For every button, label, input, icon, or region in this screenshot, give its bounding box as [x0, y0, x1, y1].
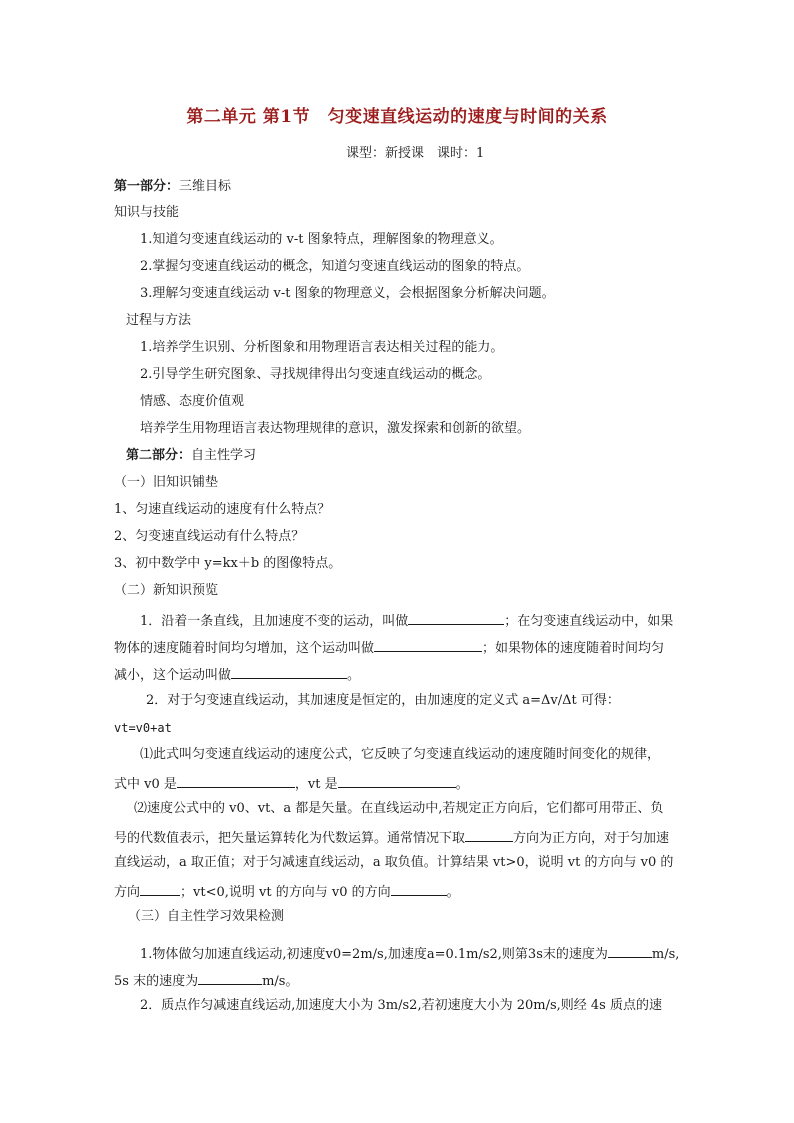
text-segment: m/s。	[262, 974, 299, 989]
lesson-meta: 课型：新授课 课时：1	[346, 146, 485, 161]
old-knowledge-item: 2、匀变速直线运动有什么特点？	[114, 529, 305, 544]
fill-blank[interactable]	[231, 664, 347, 679]
text-segment: 5s 末的速度为	[114, 974, 199, 989]
part1-heading-label: 第一部分：	[114, 179, 180, 194]
process-item: 1.培养学生识别、分析图象和用物理语言表达相关过程的能力。	[140, 340, 504, 355]
formula-explanation-line-2	[114, 773, 469, 794]
fill-blank[interactable]	[198, 970, 262, 985]
preview-paragraph-2-line-1: 2．对于匀变速直线运动，其加速度是恒定的，由加速度的定义式 a=Δv/Δt 可得：	[146, 693, 620, 708]
text-segment: ；vt<0,说明 vt 的方向与 v0 的方向	[180, 885, 391, 900]
fill-blank[interactable]	[391, 881, 447, 896]
vector-paragraph-line-2	[114, 827, 669, 848]
vector-paragraph-line-4	[114, 881, 460, 902]
new-knowledge-heading: （二）新知识预览	[114, 583, 219, 598]
text-segment: 方向	[114, 885, 141, 900]
text-segment: ，vt 是	[294, 777, 338, 792]
part2-heading	[126, 447, 256, 465]
text-segment: 。	[446, 885, 460, 900]
text-segment: 1.物体做匀加速直线运动,初速度v0=2m/s,加速度a=0.1m/s2,则第3s末的速度为	[140, 947, 608, 962]
emotion-text: 培养学生用物理语言表达物理规律的意识，激发探索和创新的欲望。	[140, 421, 531, 436]
knowledge-item: 2.掌握匀变速直线运动的概念，知道匀变速直线运动的图象的特点。	[140, 259, 530, 274]
part1-heading-text: 三维目标	[179, 179, 232, 194]
page-title: 第二单元 第1节 匀变速直线运动的速度与时间的关系	[186, 107, 608, 127]
text-segment: 式中 v0 是	[114, 777, 177, 792]
self-check-heading: （三）自主性学习效果检测	[128, 909, 285, 924]
velocity-formula: vt=v0+at	[114, 721, 172, 735]
knowledge-heading: 知识与技能	[114, 205, 180, 220]
preview-paragraph-1-line-3	[114, 664, 360, 685]
part2-heading-label: 第二部分：	[126, 448, 192, 463]
old-knowledge-item: 3、初中数学中 y=kx＋b 的图像特点。	[114, 556, 342, 571]
old-knowledge-item: 1、匀速直线运动的速度有什么特点？	[114, 502, 331, 517]
text-segment: ；在匀变速直线运动中，如果	[504, 614, 674, 629]
knowledge-item: 3.理解匀变速直线运动 v-t 图象的物理意义，会根据图象分析解决问题。	[140, 286, 555, 301]
text-segment: 。	[347, 668, 361, 683]
fill-blank[interactable]	[374, 637, 482, 652]
question-1-line-1	[140, 943, 679, 964]
part1-heading	[114, 178, 231, 196]
fill-blank[interactable]	[177, 773, 295, 788]
fill-blank[interactable]	[140, 881, 180, 896]
vector-paragraph-line-3: 直线运动，a 取正值；对于匀减速直线运动，a 取负值。计算结果 vt>0，说明 vt 的方向与 v0 的	[114, 855, 674, 870]
text-segment: m/s,	[651, 947, 680, 962]
text-segment: 物体的速度随着时间均匀增加，这个运动叫做	[114, 641, 375, 656]
preview-paragraph-1-line-2	[114, 637, 664, 658]
fill-blank[interactable]	[608, 943, 652, 958]
formula-explanation-line-1: ⑴此式叫匀变速直线运动的速度公式，它反映了匀变速直线运动的速度随时间变化的规律，	[140, 747, 661, 762]
fill-blank[interactable]	[338, 773, 456, 788]
vector-paragraph-line-1: ⑵速度公式中的 v0、vt、a 都是矢量。在直线运动中,若规定正方向后，它们都可用带正、负	[134, 801, 664, 816]
text-segment: 减小，这个运动叫做	[114, 668, 232, 683]
old-knowledge-heading: （一）旧知识铺垫	[114, 475, 219, 490]
text-segment: 。	[455, 777, 469, 792]
question-2-line-1: 2．质点作匀减速直线运动,加速度大小为 3m/s2,若初速度大小为 20m/s,则经 4s 质点的速	[140, 998, 662, 1013]
text-segment: 号的代数值表示，把矢量运算转化为代数运算。通常情况下取	[114, 831, 466, 846]
part2-heading-text: 自主性学习	[191, 448, 257, 463]
text-segment: ；如果物体的速度随着时间均匀	[482, 641, 665, 656]
knowledge-item: 1.知道匀变速直线运动的 v-t 图象特点，理解图象的物理意义。	[140, 232, 503, 247]
process-item: 2.引导学生研究图象、寻找规律得出匀变速直线运动的概念。	[140, 367, 491, 382]
question-1-line-2	[114, 970, 298, 991]
text-segment: 1．沿着一条直线，且加速度不变的运动，叫做	[140, 614, 409, 629]
fill-blank[interactable]	[408, 610, 504, 625]
preview-paragraph-1-line-1	[140, 610, 673, 631]
fill-blank[interactable]	[465, 827, 513, 842]
text-segment: 方向为正方向，对于匀加速	[513, 831, 670, 846]
process-heading: 过程与方法	[126, 313, 192, 328]
emotion-heading: 情感、态度价值观	[140, 394, 245, 409]
